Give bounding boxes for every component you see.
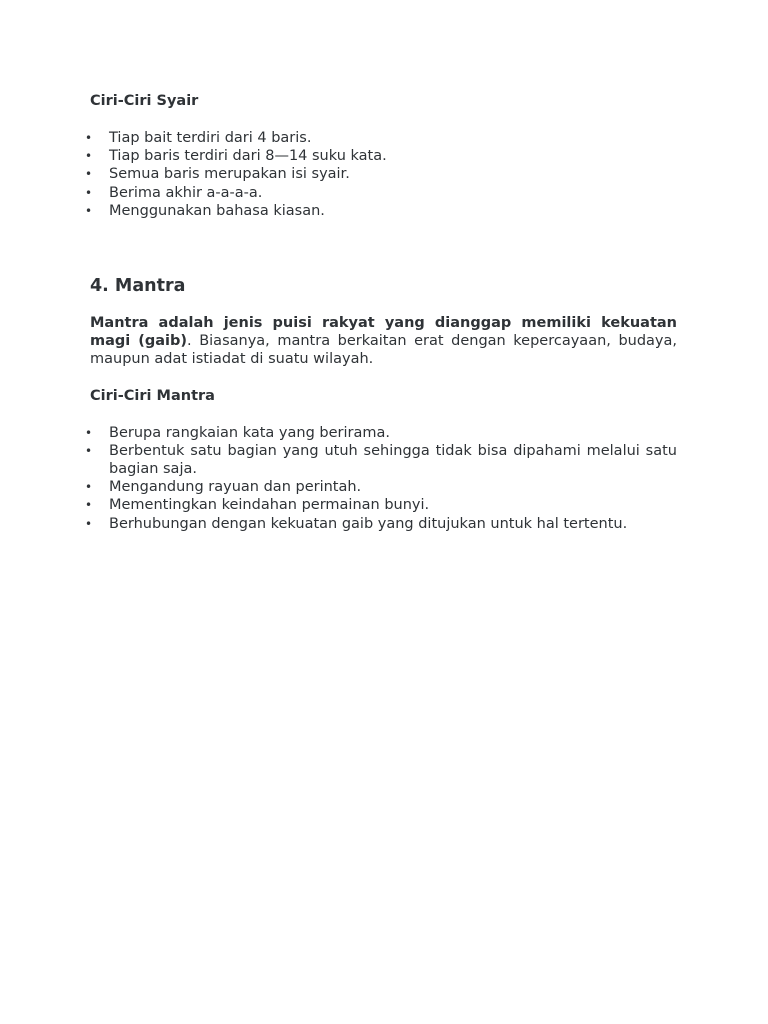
syair-characteristics-heading: Ciri-Ciri Syair — [90, 93, 199, 109]
list-item: • Berupa rangkaian kata yang berirama. — [90, 424, 677, 442]
list-item: • Mementingkan keindahan permainan bunyi. — [90, 496, 677, 514]
mantra-section-title: 4. Mantra — [90, 276, 186, 297]
mantra-intro-text: . Biasanya, mantra berkaitan erat dengan kepercayaan, budaya, maupun adat istiadat di suatu wilayah. — [90, 333, 678, 368]
mantra-characteristics-list — [90, 424, 677, 533]
mantra-characteristics-heading: Ciri-Ciri Mantra — [90, 387, 215, 404]
mantra-intro-paragraph — [90, 314, 677, 369]
list-item: • Menggunakan bahasa kiasan. — [90, 202, 677, 220]
document-page — [90, 92, 677, 533]
list-item: • Tiap bait terdiri dari 4 baris. — [90, 129, 677, 147]
list-item: • Tiap baris terdiri dari 8—14 suku kata. — [90, 147, 677, 165]
list-item: • Berhubungan dengan kekuatan gaib yang ditujukan untuk hal tertentu. — [90, 515, 677, 533]
mantra-intro-bold: Mantra adalah jenis puisi rakyat yang dianggap memiliki kekuatan magi (gaib) — [90, 315, 677, 350]
list-item: • Berbentuk satu bagian yang utuh sehingga tidak bisa dipahami melalui satu bagian saja. — [90, 442, 677, 478]
syair-characteristics-list — [90, 129, 677, 220]
list-item: • Semua baris merupakan isi syair. — [90, 165, 677, 183]
list-item: • Berima akhir a-a-a-a. — [90, 184, 677, 202]
list-item: • Mengandung rayuan dan perintah. — [90, 478, 677, 496]
